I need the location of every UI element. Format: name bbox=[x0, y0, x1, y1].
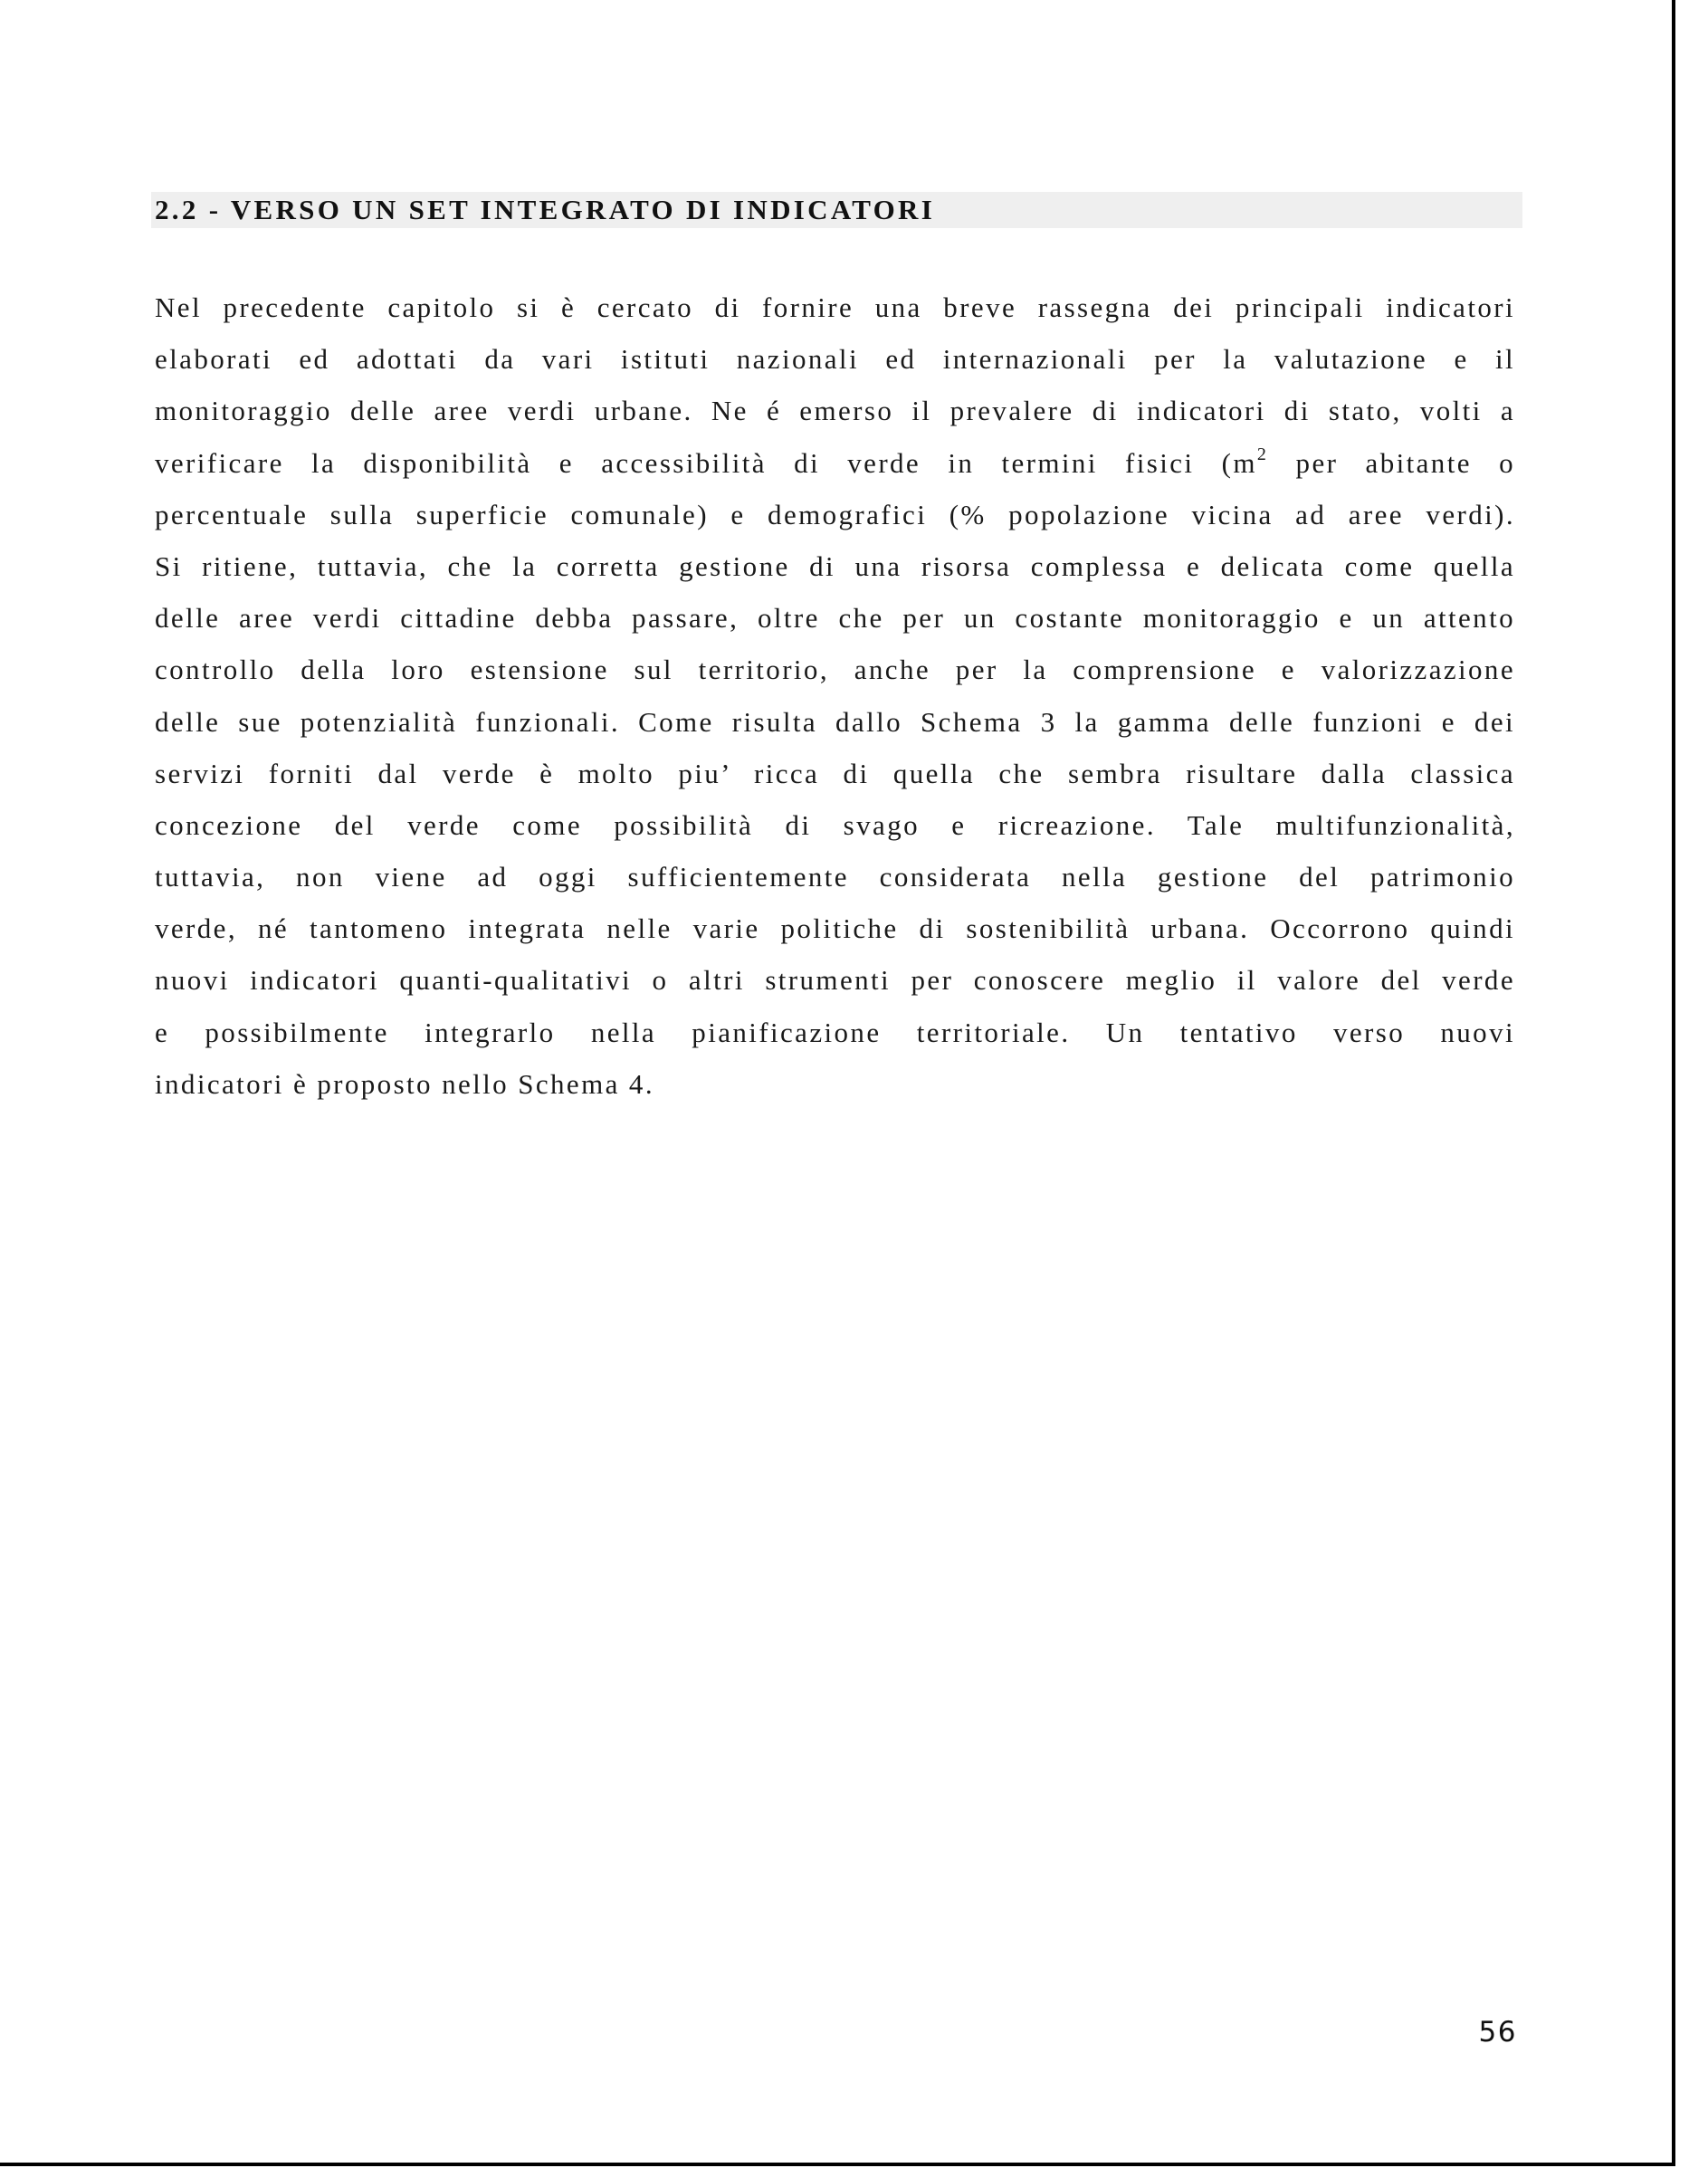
paragraph-line-8: controllo della loro estensione sul territorio, anche per la comprensione e valorizzazione bbox=[155, 654, 1515, 686]
paragraph-line-4 bbox=[155, 437, 1515, 489]
paragraph-line-11: concezione del verde come possibilità di svago e ricreazione. Tale multifunzionalità, bbox=[155, 808, 1515, 841]
body-paragraph bbox=[155, 282, 1515, 1110]
paragraph-line-4-text-b: per abitante o bbox=[1268, 446, 1515, 479]
paragraph-line-13: verde, né tantomeno integrata nelle varie politiche di sostenibilità urbana. Occorrono quindi bbox=[155, 912, 1515, 945]
section-heading: 2.2 - VERSO UN SET INTEGRATO DI INDICATORI bbox=[155, 194, 936, 225]
page-number: 56 bbox=[1478, 2016, 1517, 2049]
paragraph-line-14: nuovi indicatori quanti-qualitativi o altri strumenti per conoscere meglio il valore del verde bbox=[155, 964, 1515, 997]
paragraph-line-5: percentuale sulla superficie comunale) e demografici (% popolazione vicina ad aree verdi). bbox=[155, 498, 1515, 530]
paragraph-line-7: delle aree verdi cittadine debba passare, oltre che per un costante monitoraggio e un attento bbox=[155, 602, 1515, 635]
paragraph-line-15: e possibilmente integrarlo nella pianificazione territoriale. Un tentativo verso nuovi bbox=[155, 1016, 1515, 1048]
paragraph-line-6: Si ritiene, tuttavia, che la corretta gestione di una risorsa complessa e delicata come quella bbox=[155, 549, 1515, 582]
page-border-bottom bbox=[0, 2163, 1675, 2166]
paragraph-line-2: elaborati ed adottati da vari istituti nazionali ed internazionali per la valutazione e il bbox=[155, 343, 1515, 376]
paragraph-line-12: tuttavia, non viene ad oggi sufficientemente considerata nella gestione del patrimonio bbox=[155, 861, 1515, 893]
paragraph-line-16: indicatori è proposto nello Schema 4. bbox=[155, 1067, 654, 1100]
superscript-exponent: 2 bbox=[1256, 444, 1269, 465]
paragraph-line-9: delle sue potenzialità funzionali. Come risulta dallo Schema 3 la gamma delle funzioni e dei bbox=[155, 705, 1515, 738]
paragraph-line-4-text-a: verificare la disponibilità e accessibilità di verde in termini fisici (m bbox=[155, 446, 1257, 479]
paragraph-line-10: servizi forniti dal verde è molto piu’ ricca di quella che sembra risultare dalla classica bbox=[155, 757, 1515, 789]
paragraph-line-1: Nel precedente capitolo si è cercato di fornire una breve rassegna dei principali indicatori bbox=[155, 291, 1515, 323]
paragraph-line-3: monitoraggio delle aree verdi urbane. Ne é emerso il prevalere di indicatori di stato, volti a bbox=[155, 395, 1515, 427]
page-border-right bbox=[1672, 0, 1675, 2165]
